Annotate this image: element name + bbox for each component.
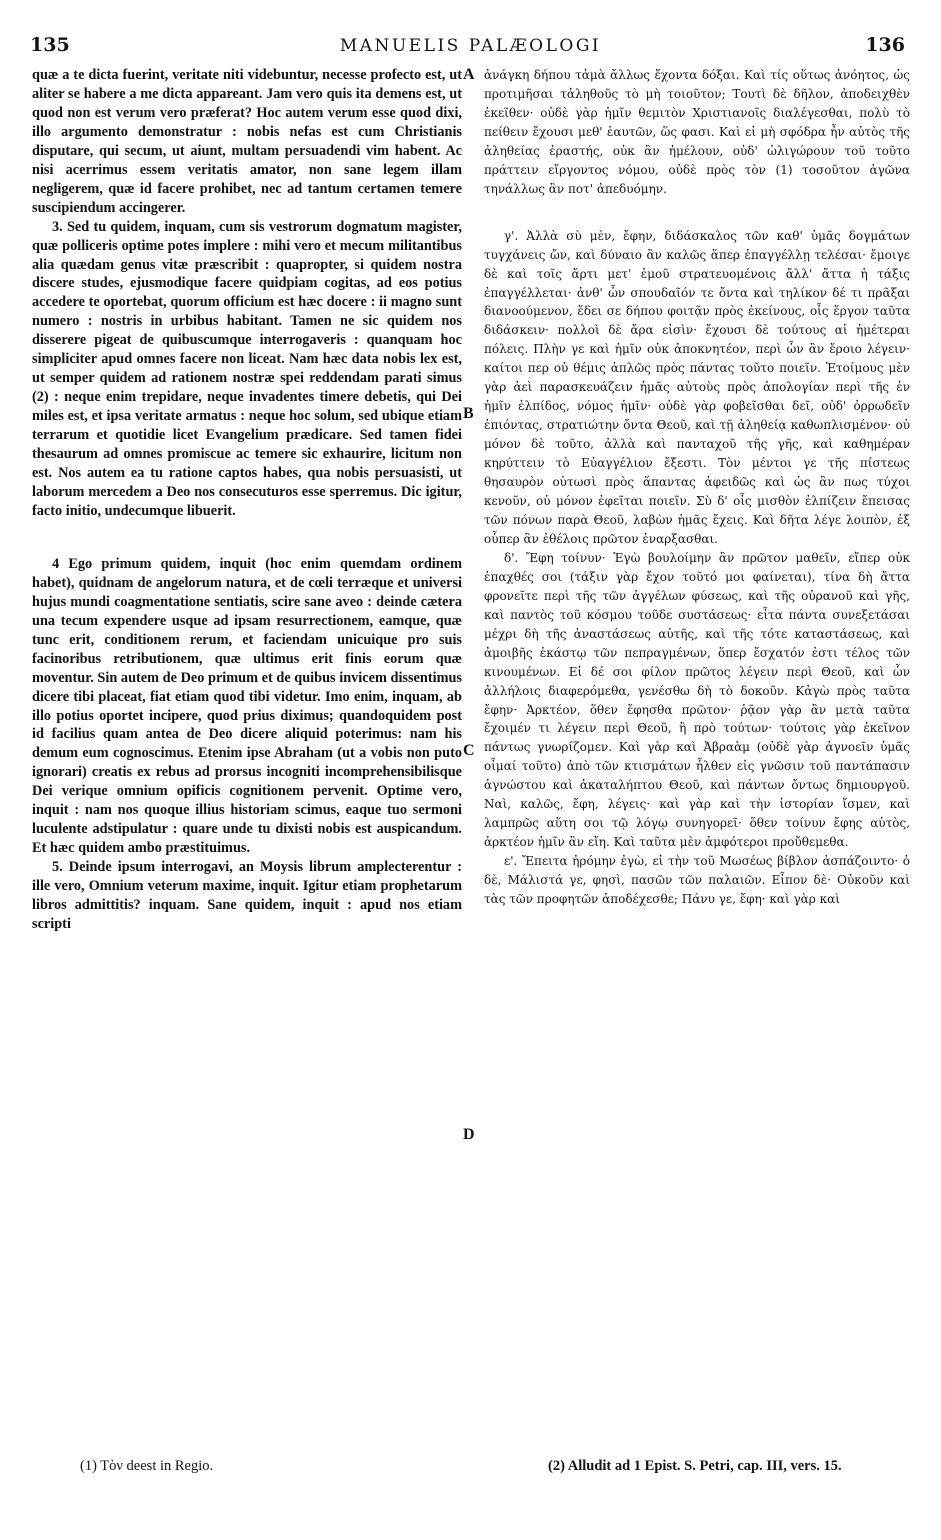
- footnote-left: (1) Τὸν deest in Regio.: [80, 1458, 214, 1474]
- latin-paragraph-5: 5. Deinde ipsum interrogavi, an Moysis librum amplecterentur : ille vero, Omnium veterum maxime, inquit. Igitur etiam prophetarum libros admittitis? inquam. Sane quidem, inquit : apud nos etiam scripti: [32, 859, 462, 932]
- page-number-right: 136: [865, 34, 905, 56]
- margin-letter-d: D: [463, 1126, 475, 1143]
- greek-paragraph-5: ε'. Ἔπειτα ἠρόμην ἐγὼ, εἰ τὴν τοῦ Μωσέως βίβλον ἀσπάζοιντο· ὁ δὲ, Μάλιστά γε, φησὶ, πασῶν τῶν παλαιῶν. Εἶπον δὲ· Οὐκοῦν καὶ τὰς τῶν προφητῶν ἀποδέχεσθε; Πάνυ γε, ἔφη· καὶ γὰρ καὶ: [484, 854, 910, 907]
- latin-paragraph-3: 3. Sed tu quidem, inquam, cum sis vestrorum dogmatum magister, quæ polliceris optime potes implere : mihi vero et mecum militantibus alia quædam genus vitæ præscribit : quapropter, si quidem nostra discere studes, ejusmodique facere quidpiam cogitas, ad eos potius accedere te oportebat, quorum officium est hæc docere : ii magno sunt numero : nostris in urbibus habitant. Tamen ne sic quidem nos disserere pigeat de quibuscumque interrogaveris : quanquam hoc simpliciter apud omnes facere non liceat. Nam hæc data nobis lex est, ut semper quidem ad rationem nostræ spei reddendam parati simus (2) : neque enim trepidare, neque invadentes timere debetis, qui Dei miles est, et ipsa veritate armatus : neque hoc solum, sed ubique etiam terrarum et quotidie licet Evangelium prædicare. Sed tamen fidei thesaurum ad omnes promiscue ac temere sic exhaurire, licitum non est. Nos autem ea tu ratione captos habes, qua nobis persuasisti, ut laborum mercedem a Deo nos consecuturos esse sperremus. Dic igitur, facto initio, undecumque libuerit.: [32, 218, 462, 519]
- running-title: MANUELIS PALÆOLOGI: [339, 36, 602, 56]
- paragraph-gap: [484, 199, 910, 227]
- footnote-right: (2) Alludit ad 1 Epist. S. Petri, cap. III, vers. 15.: [548, 1458, 842, 1474]
- latin-paragraph-continued: quæ a te dicta fuerint, veritate niti videbuntur, necesse profecto est, ut aliter se habere a me dicta appareant. Jam vero quis ita demens est, ut quod non est verum vero præferat? Hoc autem verum esse quod dixi, illo argumento demonstratur : nobis nefas est cum Christianis disputare, qui secum, ut aiunt, multam persuadendi vim habent. Ac nisi acerrimus essem veritatis amator, non sane legem illam negligerem, quæ id facere prohibet, nec ad tantum certamen temere suscipiendum accingerer.: [32, 67, 462, 216]
- greek-paragraph-3: γ'. Ἀλλὰ σὺ μὲν, ἔφην, διδάσκαλος τῶν καθ' ὑμᾶς δογμάτων τυγχάνεις ὤν, καὶ δύναιο ἂν καλῶς ἅπερ ἐπαγγέλλῃ τελέσαι· ἔμοιγε δὲ καὶ τοῖς ἄρτι μετ' ἐμοῦ στρατευομένοις ἄλλ' ἄττα ἡ τάξις ἐπαγγέλλεται· ἀνθ' ὧν σπουδαῖόν τε ὄντα καὶ τηλίκον δέ τι πρᾶξαι διανοούμενον, ἔδει σε δήπου φοιτᾷν πρὸς ἐκείνους, οἷς ἔργον ταῦτα διδάσκειν· πολλοὶ δὲ ἄρα εἰσὶν· ἔχουσι δὲ τούτους αἱ ἡμέτεραι πόλεις. Πλὴν γε καὶ ἡμῖν οὐκ ἀποκνητέον, περὶ ὧν ἂν ἔροιο λέγειν· καίτοι περ οὐ θέμις ἁπλῶς πρὸς πάντας τοῦτο ποιεῖν. Ἑτοίμους μὲν γὰρ ἀεὶ παρασκευάζειν ἡμᾶς αὐτοὺς πρὸς ἀπολογίαν περὶ τῆς ἐν ἡμῖν ἐλπίδος, νόμος ἡμῖν· οὐδὲ γὰρ φοβεῖσθαι δεῖ, οὐδ' ὀρρωδεῖν ἐπιόντας, στρατιώτην ὄντα Θεοῦ, καὶ τῇ ἀληθείᾳ καθωπλισμένον· οὐ μόνον δὲ τοῦτο, ἀλλὰ καὶ πανταχοῦ τῆς γῆς, καὶ καθημέραν κηρύττειν τὸ Εὐαγγέλιον ἔξεστι. Τὸν μέντοι γε τῆς πίστεως θησαυρὸν οὑτωσὶ πρὸς ἅπαντας ἀφειδῶς καὶ ὡς ἂν πως τύχοι κενοῦν, οὐ μόνον ἐφεῖται ποιεῖν. Σὺ δ' οἷς μισθὸν ἐλπίζειν ἔπεισας τῶν πόνων παρὰ Θεοῦ, λαβὼν ἡμᾶς ἔχεις. Καὶ δῆτα λέγε λοιπὸν, ἐξ οὗπερ ἂν ἐθέλοις πρῶτον ἐναρξασθαι.: [484, 228, 910, 546]
- latin-column: [32, 66, 462, 934]
- latin-paragraph-4: 4 Ego primum quidem, inquit (hoc enim quemdam ordinem habet), quidnam de angelorum natura, et de cœli terræque et universi hujus mundi coagmentatione sentiatis, scire sane aveo : deinde cætera una tecum expendere usque ad ipsam resurrectionem, eamque, quæ tunc erit, conditionem rerum, et faciendam unicuique pro suis facinoribus retributionem, quæ ultimus erit finis eorum quæ moventur. Sin autem de Deo primum et de quibus invicem dissentimus dicere tibi placeat, fiat etiam quod tibi videtur. Imo enim, inquam, ab illo potius oportet incipere, quod prius diximus; quandoquidem post id facilius quam antea de Deo dicere aliquid poterimus: nam his demum eum cognoscimus. Etenim ipse Abraham (ut a vobis non puto ignorari) creatis ex rebus ad prorsus incogniti incomprehensibilisque Dei verique omnium opificis cognitionem pervenit. Optime vero, inquit : nam nos quoque illius historiam scimus, eaque tuo sermoni luculente adstipulatur : quare unde tu dixisti nobis est auspicandum. Et hæc quidem ambo præstituimus.: [32, 555, 462, 857]
- greek-column: [484, 66, 910, 909]
- greek-paragraph-continued: ἀνάγκη δήπου τἀμὰ ἄλλως ἔχοντα δόξαι. Καὶ τίς οὕτως ἀνόητος, ὡς προτιμῆσαι τἀληθοῦς τὸ μὴ τοιοῦτον; Τουτὶ δὲ δῆλον, ἀποδειχθὲν ἐκεῖθεν· οὐδὲ γὰρ ἡμῖν θεμιτὸν Χριστιανοῖς διαλέγεσθαι, πολὺ τὸ πείθειν ἔχουσι μεθ' ἑαυτῶν, ὥς φασι. Καὶ εἰ μὴ σφόδρα ἦν αὐτὸς τῆς ἀληθείας ἐραστής, οὐκ ἂν ἠμέλουν, οὐδ' ὠλιγώρουν τοῦ τοῦτο πράττειν εἴργοντος νόμου, οὐδὲ πρὸς τὸν (1) τοσοῦτον ἀγῶνα τηνάλλως ἂν ποτ' ἀπεδυόμην.: [484, 68, 910, 196]
- margin-letter-b: B: [463, 405, 474, 422]
- greek-paragraph-4: δ'. Ἔφη τοίνυν· Ἐγὼ βουλοίμην ἂν πρῶτον μαθεῖν, εἴπερ οὐκ ἐπαχθές σοι (τάξιν γὰρ ἔχον τοῦτό μοι φαίνεται), τίνα δὴ ἄττα φρονεῖτε περὶ τῆς τῶν ἀγγέλων φύσεως, καὶ τῆς οὐρανοῦ καὶ γῆς, καὶ παντὸς τοῦ κόσμου τοῦδε συστάσεως· εἶτα πάντα συνεξετάσαι μέχρι δὴ τῆς ἀναστάσεως αὐτῆς, καὶ τῆς τότε καταστάσεως, καὶ ἀμοιβῆς ἑκάστῳ τῶν πεπραγμένων, ὅπερ ἔσχατόν ἐστι τέλος τῶν κινουμένων. Εἰ δέ σοι φίλον πρῶτος λέγειν περὶ Θεοῦ, καὶ ὧν ἀλλήλοις διαφερόμεθα, γενέσθω δὴ τὸ δοκοῦν. Κἀγὼ πρὸς ταῦτα ἔφην· Ἀρκτέον, ὅθεν ἔφησθα πρῶτον· ῥᾷον γὰρ ἂν μετὰ ταῦτα ἔχοιμέν τι λέγειν περὶ Θεοῦ, ἢ πρὸ τούτων· τούτοις γὰρ ἐκεῖνον πάντως γνωρίζομεν. Καὶ γὰρ καὶ Ἀβραὰμ (οὐδὲ γὰρ ἀγνοεῖν ὑμᾶς οἶμαί τοῦτο) ἀπὸ τῶν κτισμάτων ἦλθεν εἰς γνῶσιν τοῦ παντάπασιν ἀγνώστου καὶ ἀκαταλήπτου Θεοῦ, καὶ πάντων ὄντως δημιουργοῦ. Ναὶ, καλῶς, ἔφη, λέγεις· καὶ γὰρ καὶ τὴν ἱστορίαν ἴσμεν, καὶ λαμπρῶς αὕτη σοι τῷ λόγῳ συνηγορεῖ· ὅθεν τοίνυν ἔφης αὐτὸς, ἀρκτέον ἡμῖν ἂν εἴη. Καὶ ταῦτα μὲν ἀμφότεροι προὔθεμεθα.: [484, 550, 910, 850]
- margin-letter-c: C: [463, 742, 475, 759]
- running-header: [0, 34, 941, 64]
- margin-letter-a: A: [463, 66, 475, 83]
- paragraph-gap: [32, 521, 462, 555]
- page-number-left: 135: [30, 34, 70, 56]
